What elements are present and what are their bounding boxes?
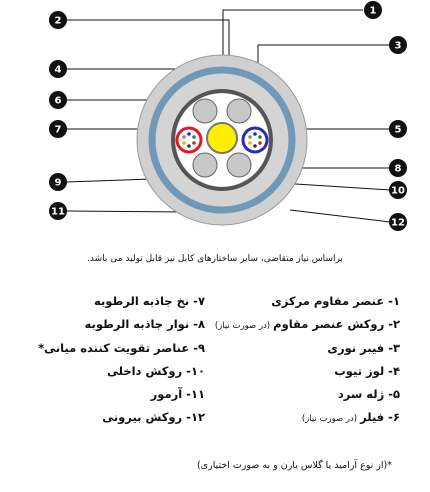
svg-text:4: 4 [54,64,62,76]
callout-12 [389,213,407,231]
legend-item: ۴- لوز تیوب [334,363,400,378]
callout-8 [389,159,407,177]
cable-body [137,55,307,225]
callout-1 [364,1,382,19]
svg-text:12: 12 [391,217,405,229]
legend-item: ۵- ژله سرد [337,387,400,402]
filler [227,99,251,123]
svg-text:11: 11 [51,206,65,218]
svg-text:10: 10 [391,185,405,197]
legend-item: ۷- نخ جاذبه الرطوبه [94,294,205,308]
footnote: *(از نوع آرامید یا گلاس یارن و به صورت اختیاری) [196,460,392,471]
legend-item: ۱۱- آرمور [150,387,205,402]
filler [193,153,217,177]
legend-column-left [5,290,205,430]
svg-text:7: 7 [54,124,62,136]
callout-2 [49,11,67,29]
svg-text:8: 8 [394,163,402,175]
legend-item: ۱- عنصر مقاوم مرکزی [271,294,400,308]
legend-item: ۹- عناصر تقویت کننده میانی* [38,340,205,355]
legend-item: ۳- فیبر نوری [327,340,400,355]
callout-9 [49,173,67,191]
production-note: براساس نیاز متقاضی، سایر ساختارهای کابل نیز قابل تولید می باشد. [87,254,343,264]
svg-text:2: 2 [54,15,62,27]
legend-item: ۱۲- روکش بیرونی [102,410,205,425]
loose-tube-blue [243,128,267,152]
legend-item: ۸- نوار جاذبه الرطوبه [84,317,205,332]
svg-text:9: 9 [54,177,62,189]
central-strength-member [210,126,234,150]
callout-10 [389,181,407,199]
callout-7 [49,120,67,138]
filler [193,99,217,123]
legend-item: ۲- روکش عنصر مقاوم(در صورت نیاز) [214,317,400,332]
loose-tube-red [177,128,201,152]
svg-text:1: 1 [369,5,377,17]
callout-6 [49,91,67,109]
filler [227,153,251,177]
svg-text:6: 6 [54,95,62,107]
callout-5 [389,120,407,138]
legend-item: ۱۰- روکش داخلی [106,363,205,378]
callout-4 [49,60,67,78]
legend-column-right [195,290,400,430]
svg-text:5: 5 [394,124,402,136]
legend-item: ۶- فیلر(در صورت نیاز) [301,410,400,425]
callout-11 [49,202,67,220]
svg-text:3: 3 [394,40,402,52]
callout-3 [389,36,407,54]
